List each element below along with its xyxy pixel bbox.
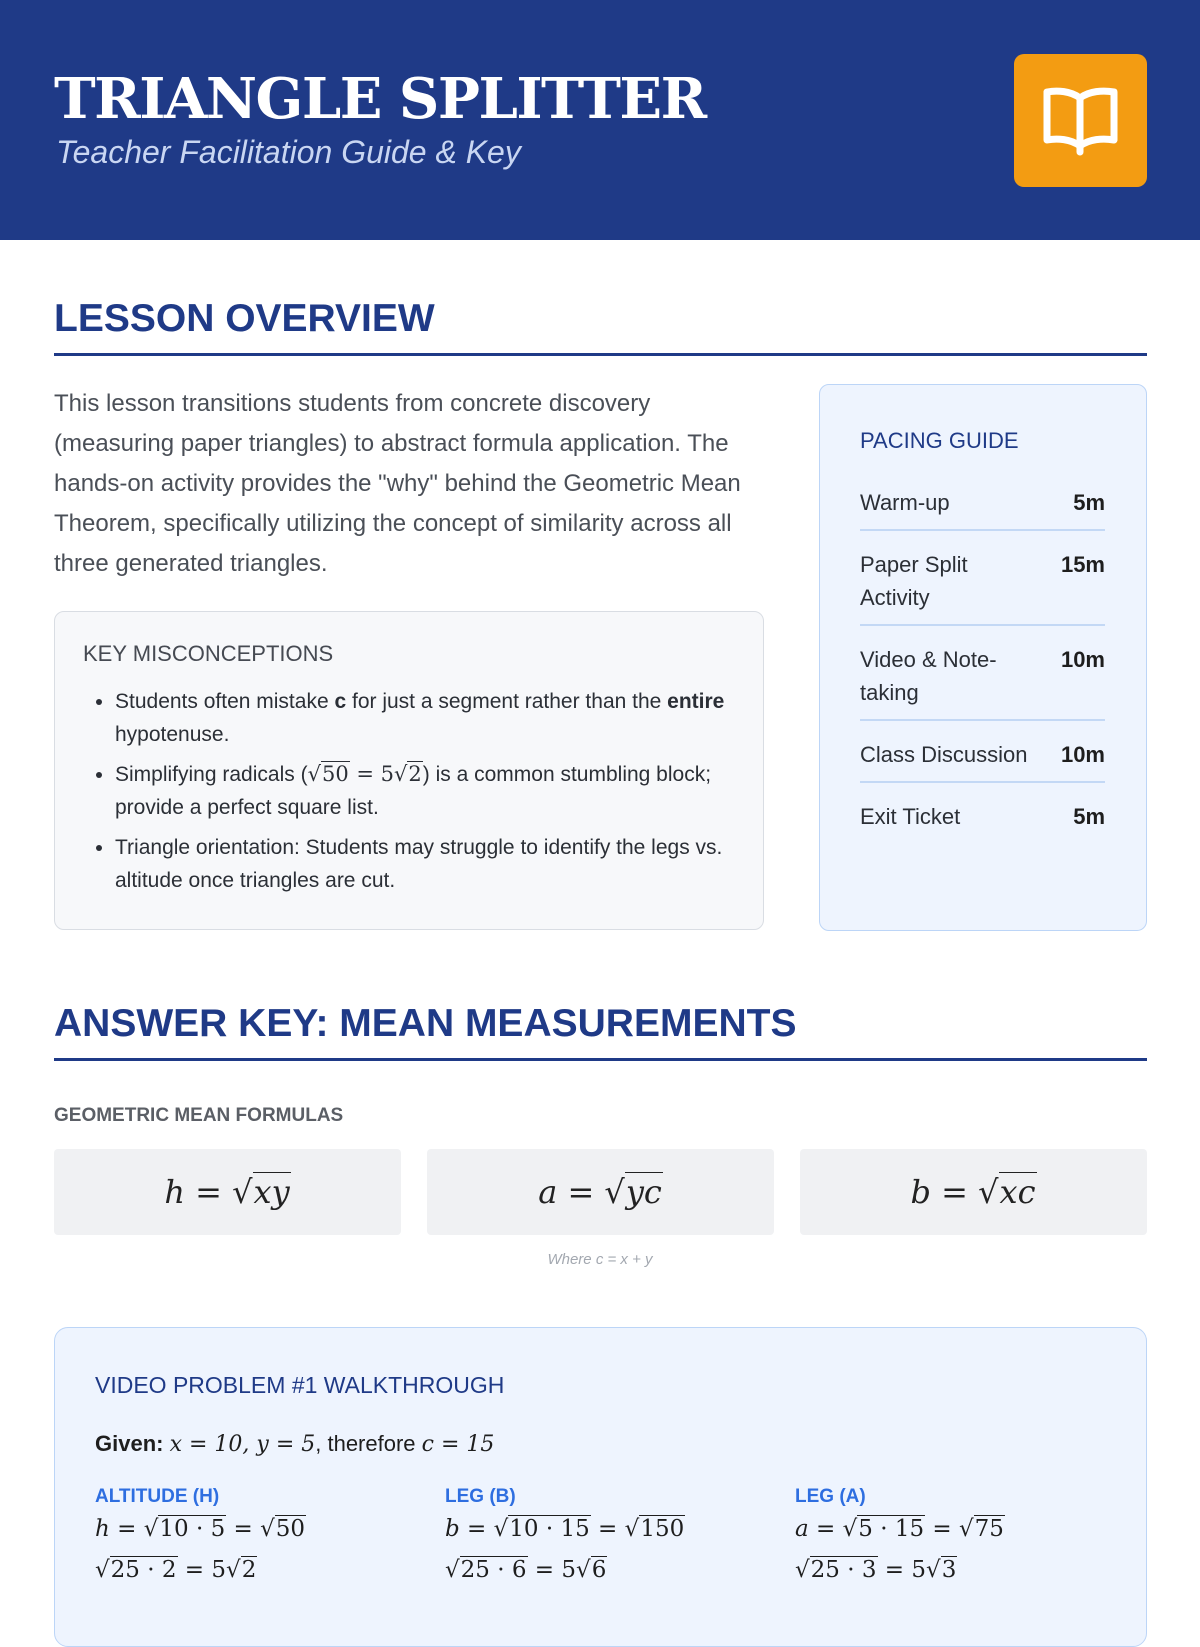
calc-line: h = √10 · 5 = √50 [95, 1516, 306, 1542]
pacing-duration: 10m [1060, 742, 1105, 767]
walkthrough-title: VIDEO PROBLEM #1 WALKTHROUGH [95, 1372, 505, 1398]
formula-note: Where c = x + y [547, 1251, 653, 1268]
pacing-duration: 5m [1073, 490, 1105, 515]
answer-key-heading: ANSWER KEY: MEAN MEASUREMENTS [54, 1002, 797, 1045]
header-banner [0, 0, 1200, 240]
section-divider [54, 353, 1147, 356]
lesson-overview-heading: LESSON OVERVIEW [54, 297, 435, 340]
pacing-row [860, 548, 1105, 626]
pacing-activity: Class Discussion [860, 742, 1028, 767]
formula-box-altitude: h = √xy [54, 1149, 401, 1235]
misconceptions-box [54, 611, 764, 930]
pacing-row [860, 486, 1105, 531]
list-item: • Triangle orientation: Students may struggle to identify the legs vs. altitude once triangles are cut. [115, 831, 745, 897]
walkthrough-column-leg-a [795, 1485, 1125, 1591]
pacing-activity: Paper Split Activity [860, 552, 968, 610]
pacing-row [860, 643, 1105, 721]
misconceptions-list [115, 685, 745, 904]
misconceptions-title: KEY MISCONCEPTIONS [83, 641, 334, 666]
pacing-activity: Exit Ticket [860, 804, 961, 829]
formula-caption: GEOMETRIC MEAN FORMULAS [54, 1105, 344, 1126]
pacing-duration: 15m [1060, 552, 1105, 577]
lesson-intro-text: This lesson transitions students from concrete discovery (measuring paper triangles) to abstract formula application. The hands-on activity provides the "why" behind the Geometric Mean Theorem, specifically utilizing the concept of similarity across all three generated triangles. [54, 390, 741, 577]
calc-line: √25 · 2 = 5√2 [95, 1557, 257, 1583]
pacing-guide-panel [819, 384, 1147, 931]
walkthrough-panel [54, 1327, 1147, 1647]
calc-line: b = √10 · 15 = √150 [445, 1516, 685, 1542]
formula-box-leg-b: b = √xc [800, 1149, 1147, 1235]
pacing-activity: Warm-up [860, 490, 950, 515]
list-item: • Students often mistake c for just a segment rather than the entire hypotenuse. [115, 685, 745, 751]
walkthrough-column-altitude [95, 1485, 425, 1591]
pacing-duration: 5m [1073, 804, 1105, 829]
calc-line: a = √5 · 15 = √75 [795, 1516, 1004, 1542]
page-title: TRIANGLE SPLITTER [54, 66, 706, 132]
pacing-activity: Video & Note-taking [860, 647, 997, 705]
column-label: LEG (A) [795, 1486, 866, 1507]
list-item: • Simplifying radicals (√50 = 5√2) is a common stumbling block; provide a perfect square list. [115, 758, 745, 824]
formula-box-leg-a: a = √yc [427, 1149, 774, 1235]
calc-line: √25 · 6 = 5√6 [445, 1557, 607, 1583]
pacing-row [860, 800, 1105, 843]
page-subtitle: Teacher Facilitation Guide & Key [56, 134, 521, 170]
pacing-row [860, 738, 1105, 783]
column-label: ALTITUDE (H) [95, 1486, 220, 1507]
column-label: LEG (B) [445, 1486, 516, 1507]
logo-badge [1014, 54, 1147, 187]
walkthrough-column-leg-b [445, 1485, 775, 1591]
section-divider [54, 1058, 1147, 1061]
pacing-duration: 10m [1060, 647, 1105, 672]
calc-line: √25 · 3 = 5√3 [795, 1557, 957, 1583]
pacing-guide-title: PACING GUIDE [860, 428, 1019, 453]
walkthrough-given: Given: x = 10, y = 5, therefore c = 15 [95, 1431, 495, 1457]
open-book-icon [1043, 86, 1118, 156]
